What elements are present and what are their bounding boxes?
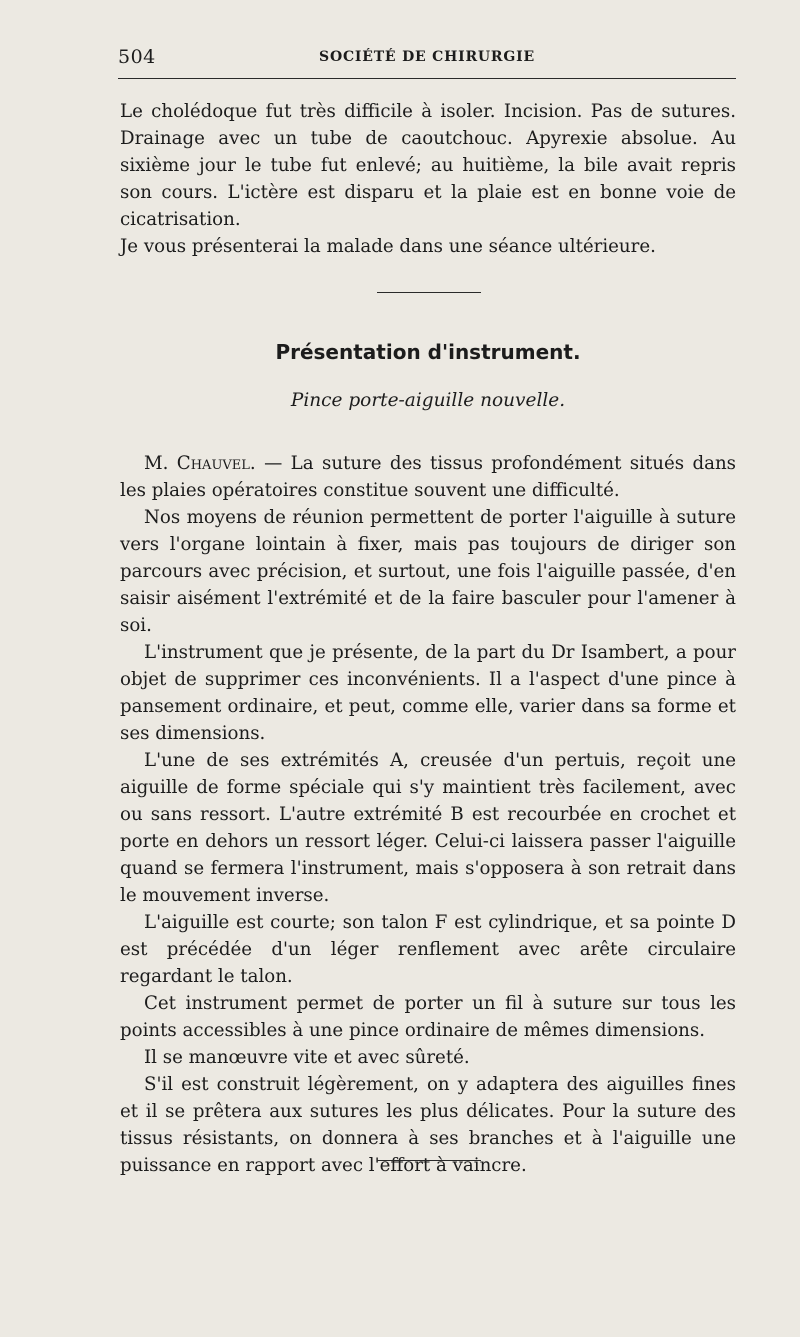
section-title: Présentation d'instrument.	[275, 340, 581, 364]
body-paragraph: L'instrument que je présente, de la part du Dr Isambert, a pour objet de supprimer ces inconvénients. Il a l'aspect d'une pince à pansement ordinaire, et peut, comme elle, varier dans sa forme et ses dimensions.	[120, 642, 736, 744]
intro-text	[120, 98, 736, 260]
closing-divider	[377, 1160, 481, 1161]
body-paragraph: Nos moyens de réunion permettent de porter l'aiguille à suture vers l'organe lointain à fixer, mais pas toujours de diriger son parcours avec précision, et surtout, une fois l'aiguille passée, d'en saisir aisément l'extrémité et de la faire basculer pour l'amener à soi.	[120, 507, 736, 636]
intro-paragraph: Le cholédoque fut très difficile à isoler. Incision. Pas de sutures. Drainage avec un tube de caoutchouc. Apyrexie absolue. Au sixième jour le tube fut enlevé; au huitième, la bile avait repris son cours. L'ictère est disparu et la plaie est en bonne voie de cicatrisation.	[120, 101, 736, 230]
presentation-text	[120, 450, 736, 1179]
body-paragraph: L'une de ses extrémités A, creusée d'un pertuis, reçoit une aiguille de forme spéciale qui s'y maintient très facilement, avec ou sans ressort. L'autre extrémité B est recourbée en crochet et porte en dehors un ressort léger. Celui-ci laissera passer l'aiguille quand se fermera l'instrument, mais s'opposera à son retrait dans le mouvement inverse.	[120, 750, 736, 906]
section-divider	[377, 292, 481, 293]
page-number: 504	[118, 46, 156, 68]
body-paragraph: Cet instrument permet de porter un fil à suture sur tous les points accessibles à une pince ordinaire de mêmes dimensions.	[120, 993, 736, 1041]
speaker-paragraph	[120, 450, 736, 504]
body-paragraph: Il se manœuvre vite et avec sûreté.	[144, 1047, 470, 1068]
speaker-opening: — La suture des tissus profondément situés dans les plaies opératoires constitue souvent une difficulté.	[120, 453, 737, 501]
intro-paragraph: Je vous présenterai la malade dans une séance ultérieure.	[120, 236, 656, 257]
speaker-name: M. Chauvel.	[144, 453, 256, 474]
body-paragraph: L'aiguille est courte; son talon F est cylindrique, et sa pointe D est précédée d'un léger renflement avec arête circulaire regardant le talon.	[120, 912, 736, 987]
running-head	[118, 46, 736, 70]
journal-title: SOCIÉTÉ DE CHIRURGIE	[319, 49, 535, 65]
body-paragraph: S'il est construit légèrement, on y adaptera des aiguilles fines et il se prêtera aux sutures les plus délicates. Pour la suture des tissus résistants, on donnera à ses branches et à l'aiguille une puissance en rapport avec l'effort à vaincre.	[120, 1074, 736, 1176]
header-rule	[118, 78, 736, 79]
section-subtitle: Pince porte-aiguille nouvelle.	[290, 390, 566, 411]
